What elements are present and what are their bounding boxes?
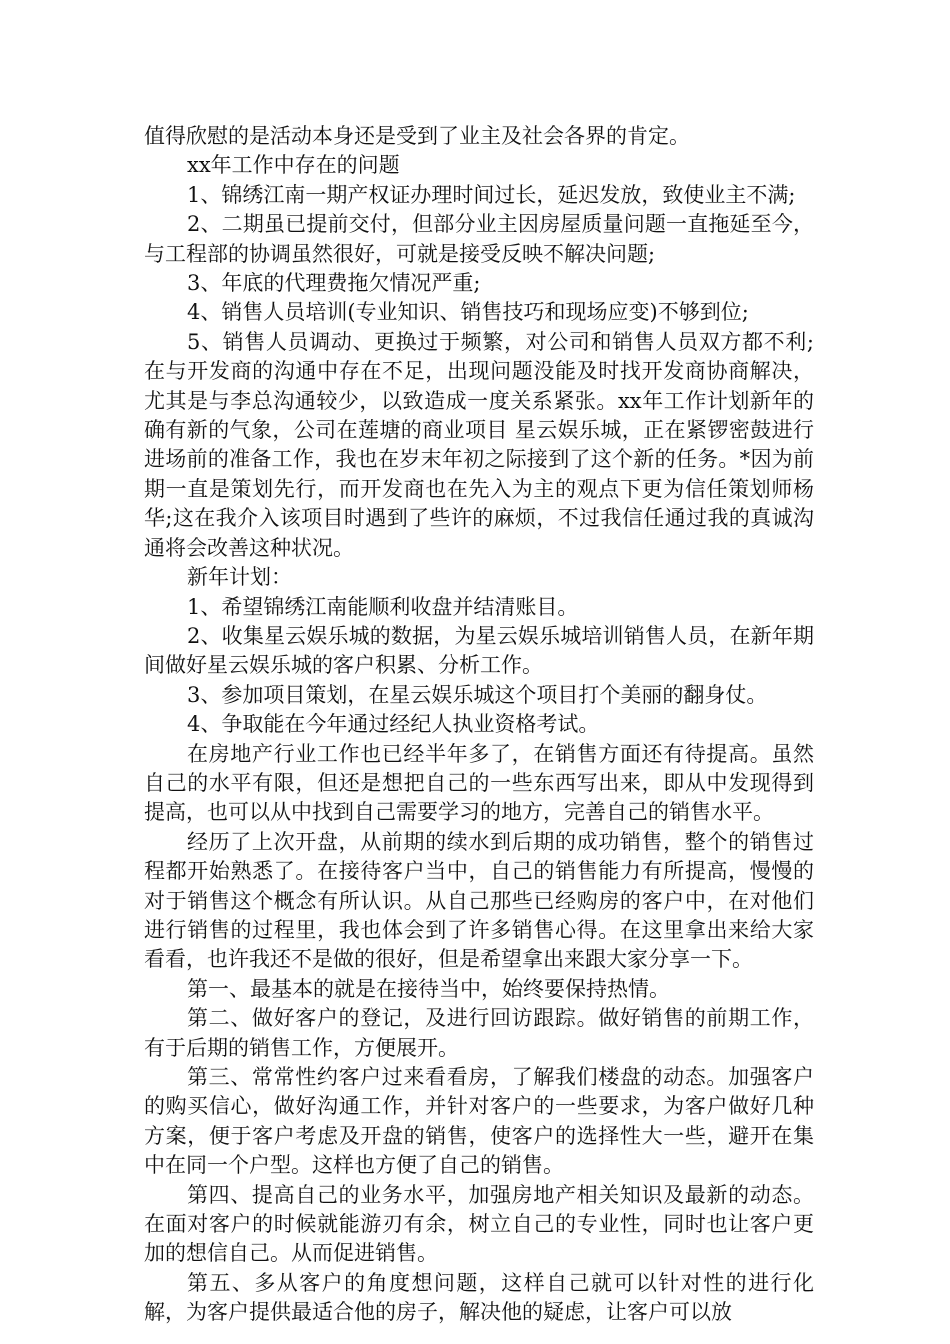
- list-item: 2、收集星云娱乐城的数据，为星云娱乐城培训销售人员，在新年期间做好星云娱乐城的客户积累、分析工作。: [144, 623, 814, 678]
- section-heading-plan: 新年计划：: [187, 565, 292, 590]
- list-item: 2、二期虽已提前交付，但部分业主因房屋质量问题一直拖延至今，与工程部的协调虽然很好，可就是接受反映不解决问题;: [144, 212, 814, 266]
- paragraph: 值得欣慰的是活动本身还是受到了业主及社会各界的肯定。: [144, 124, 690, 148]
- tip-item: 第四、提高自己的业务水平，加强房地产相关知识及最新的动态。在面对客户的时候就能游刃有余，树立自己的专业性，同时也让客户更加的想信自己。从而促进销售。: [144, 1182, 814, 1266]
- paragraph: 在房地产行业工作也已经半年多了，在销售方面还有待提高。虽然自己的水平有限，但还是想把自己的一些东西写出来，即从中发现得到提高，也可以从中找到自己需要学习的地方，完善自己的销售水平。: [144, 741, 814, 825]
- tip-item: 第三、常常性约客户过来看看房，了解我们楼盘的动态。加强客户的购买信心，做好沟通工作，并针对客户的一些要求，为客户做好几种方案，便于客户考虑及开盘的销售，使客户的选择性大一些，避开在集中在同一个户型。这样也方便了自己的销售。: [144, 1065, 814, 1178]
- document-body: [144, 122, 814, 1328]
- paragraph: 经历了上次开盘，从前期的续水到后期的成功销售，整个的销售过程都开始熟悉了。在接待客户当中，自己的销售能力有所提高，慢慢的对于销售这个概念有所认识。从自己那些已经购房的客户中，在对他们进行销售的过程里，我也体会到了许多销售心得。在这里拿出来给大家看看，也许我还不是做的很好，但是希望拿出来跟大家分享一下。: [144, 829, 814, 972]
- tip-item: 第一、最基本的就是在接待当中，始终要保持热情。: [187, 976, 670, 1001]
- tip-item: 第五、多从客户的角度想问题，这样自己就可以针对性的进行化解，为客户提供最适合他的房子，解决他的疑虑，让客户可以放: [144, 1270, 814, 1325]
- list-item: 1、希望锦绣江南能顺利收盘并结清账目。: [187, 594, 579, 619]
- list-item: 5、销售人员调动、更换过于频繁，对公司和销售人员双方都不利;在与开发商的沟通中存在不足，出现问题没能及时找开发商协商解决，尤其是与李总沟通较少，以致造成一度关系紧张。xx年工作计划新年的确有新的气象，公司在莲塘的商业项目 星云娱乐城，正在紧锣密鼓进行进场前的准备工作，我也在岁末年初之际接到了这个新的任务。*因为前期一直是策划先行，而开发商也在先入为主的观点下更为信任策划师杨华;这在我介入该项目时遇到了些许的麻烦，不过我信任通过我的真诚沟通将会改善这种状况。: [144, 329, 814, 560]
- list-item: 3、年底的代理费拖欠情况严重;: [187, 271, 481, 296]
- list-item: 4、销售人员培训(专业知识、销售技巧和现场应变)不够到位;: [187, 300, 749, 325]
- list-item: 4、争取能在今年通过经纪人执业资格考试。: [187, 712, 600, 737]
- list-item: 3、参加项目策划，在星云娱乐城这个项目打个美丽的翻身仗。: [187, 682, 768, 707]
- list-item: 1、锦绣江南一期产权证办理时间过长，延迟发放，致使业主不满;: [187, 182, 796, 207]
- tip-item: 第二、做好客户的登记，及进行回访跟踪。做好销售的前期工作，有于后期的销售工作，方便展开。: [144, 1006, 814, 1060]
- section-heading-problems: xx年工作中存在的问题: [187, 153, 400, 178]
